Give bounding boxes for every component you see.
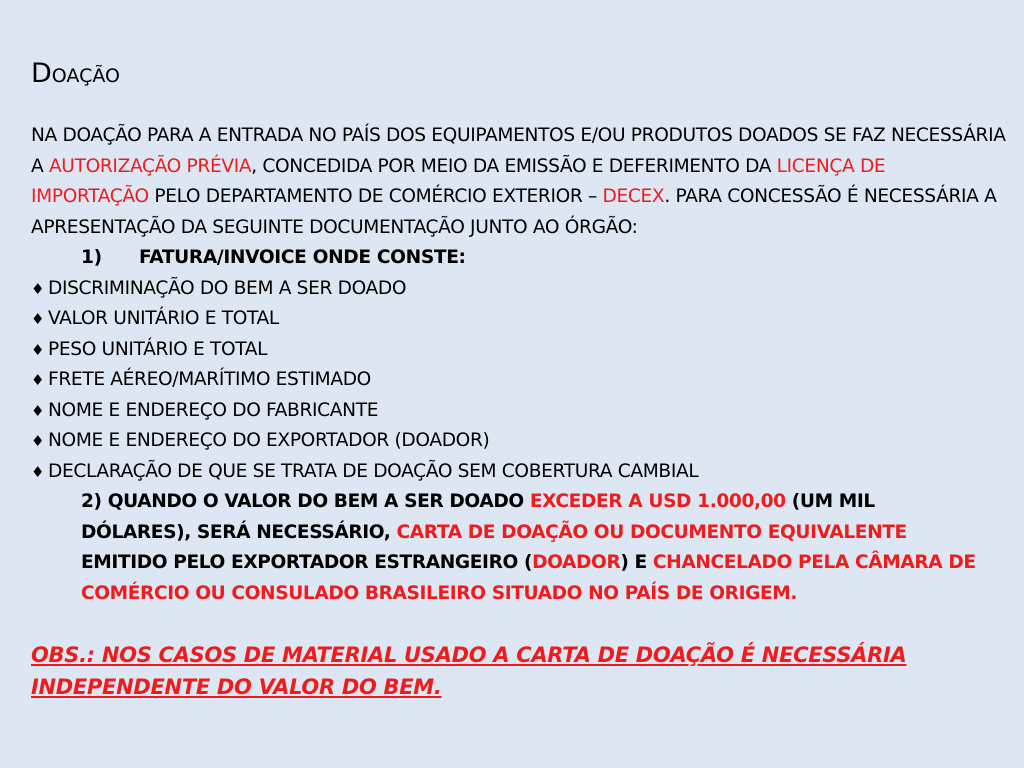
item2-text-4: ) E: [620, 552, 653, 573]
intro-text-1: NA DOAÇÃO PARA A ENTRADA NO PAÍS DOS EQUIPAMENTOS E/OU PRODUTOS DOADOS SE FAZ NECESSÁRIA A: [31, 125, 1006, 177]
diamond-bullet-icon: ♦: [31, 462, 45, 481]
numbered-item-2: [31, 487, 986, 609]
intro-highlight-autorizacao: AUTORIZAÇÃO PRÉVIA: [48, 155, 252, 177]
requirements-list: [31, 274, 1006, 488]
intro-highlight-decex: DECEX: [602, 186, 665, 207]
list-item: [31, 426, 1006, 457]
numbered-item-1-label: FATURA/INVOICE ONDE CONSTE:: [139, 247, 466, 268]
item2-text-3: EMITIDO PELO EXPORTADOR ESTRANGEIRO (: [81, 552, 533, 573]
list-item-text: VALOR UNITÁRIO E TOTAL: [48, 308, 279, 329]
numbered-item-1: [31, 243, 1006, 274]
item2-text-1: 2) QUANDO O VALOR DO BEM A SER DOADO: [81, 491, 530, 512]
list-item-text: DISCRIMINAÇÃO DO BEM A SER DOADO: [48, 277, 407, 299]
diamond-bullet-icon: ♦: [31, 310, 45, 328]
list-item-text: NOME E ENDEREÇO DO EXPORTADOR (DOADOR): [48, 430, 490, 451]
list-item: [31, 304, 1006, 335]
diamond-bullet-icon: ♦: [31, 340, 45, 359]
list-item: [31, 457, 1006, 488]
diamond-bullet-icon: ♦: [31, 279, 45, 298]
list-item-text: NOME E ENDEREÇO DO FABRICANTE: [48, 399, 379, 421]
slide-title-rest: OAÇÃO: [51, 65, 120, 87]
list-item-text: PESO UNITÁRIO E TOTAL: [48, 338, 268, 360]
list-item: [31, 335, 1006, 366]
intro-text-4: . PARA CONCESSÃO É NECESSÁRIA A APRESENTAÇÃO DA SEGUINTE DOCUMENTAÇÃO JUNTO AO ÓRGÃO:: [31, 186, 997, 238]
item2-highlight-exceder: EXCEDER A USD 1.000,00: [529, 491, 786, 512]
slide-title: [31, 60, 1006, 87]
item2-highlight-carta: CARTA DE DOAÇÃO OU DOCUMENTO EQUIVALENTE: [396, 521, 907, 543]
intro-highlight-licenca: LICENÇA DE IMPORTAÇÃO: [31, 155, 886, 207]
item2-highlight-chancelado: CHANCELADO PELA CÂMARA DE COMÉRCIO OU CONSULADO BRASILEIRO SITUADO NO PAÍS DE ORIGEM.: [81, 552, 976, 604]
intro-text-2: , CONCEDIDA POR MEIO DA EMISSÃO E DEFERIMENTO DA: [251, 155, 777, 177]
diamond-bullet-icon: ♦: [31, 371, 45, 389]
numbered-item-1-number: 1): [81, 247, 102, 268]
list-item: [31, 274, 1006, 305]
intro-paragraph: [31, 121, 1006, 243]
observation-note: OBS.: NOS CASOS DE MATERIAL USADO A CARTA DE DOAÇÃO É NECESSÁRIA INDEPENDENTE DO VALOR DO BEM.: [31, 643, 907, 699]
slide-title-initial: D: [31, 58, 52, 89]
item2-highlight-doador: DOADOR: [532, 552, 621, 573]
list-item: [31, 396, 1006, 427]
item2-text-2: (UM MIL DÓLARES), SERÁ NECESSÁRIO,: [81, 491, 875, 543]
list-item: [31, 365, 1006, 396]
list-item-text: FRETE AÉREO/MARÍTIMO ESTIMADO: [48, 369, 371, 390]
intro-text-3: PELO DEPARTAMENTO DE COMÉRCIO EXTERIOR –: [148, 186, 603, 207]
slide-content: [31, 60, 1006, 703]
list-item-text: DECLARAÇÃO DE QUE SE TRATA DE DOAÇÃO SEM COBERTURA CAMBIAL: [48, 460, 699, 482]
diamond-bullet-icon: ♦: [31, 432, 45, 450]
diamond-bullet-icon: ♦: [31, 401, 45, 420]
